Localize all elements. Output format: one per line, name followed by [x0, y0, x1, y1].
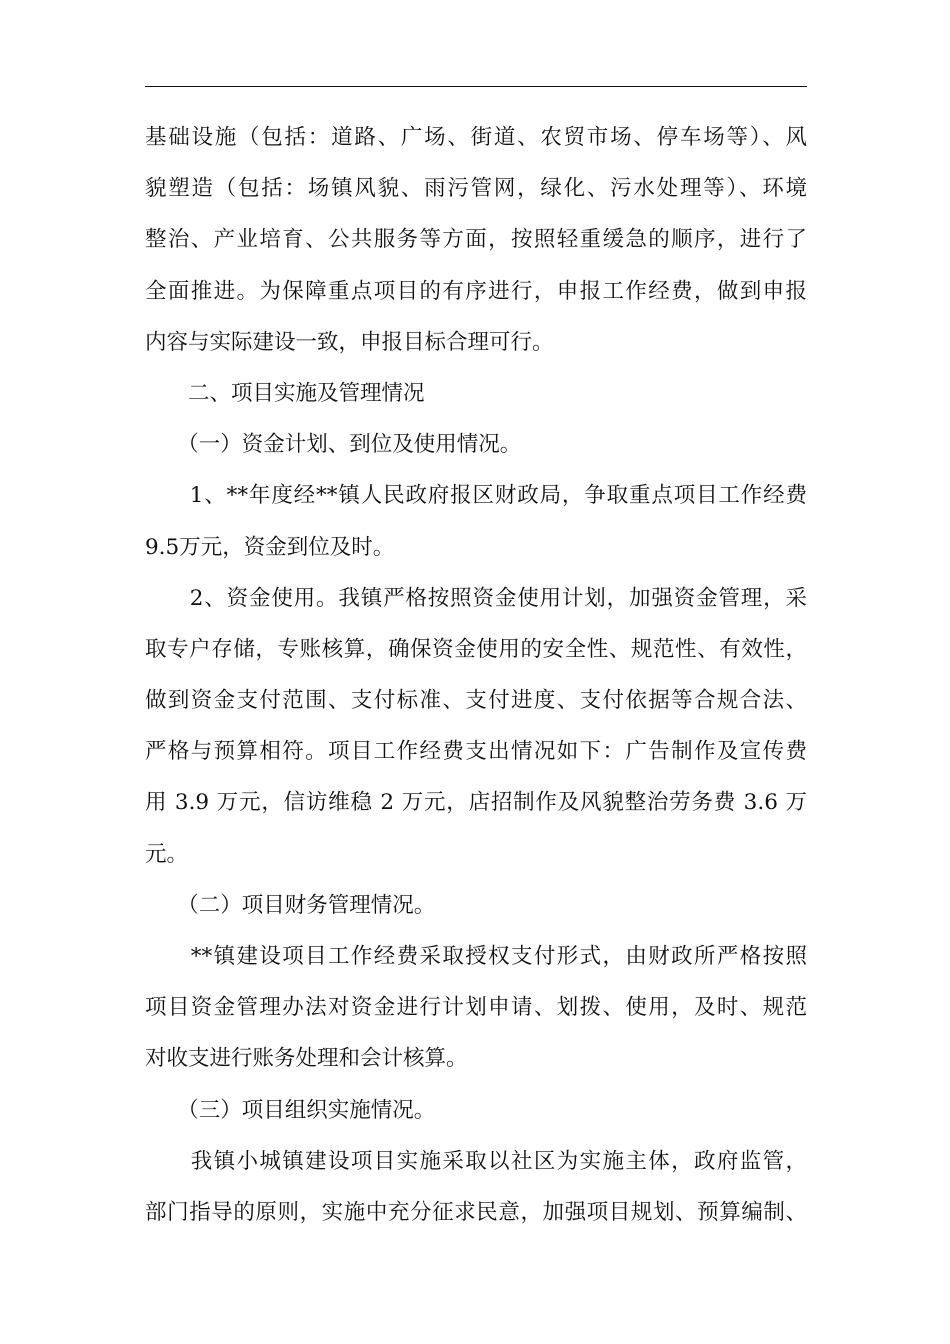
text-line: 整治、产业培育、公共服务等方面，按照轻重缓急的顺序，进行了: [145, 227, 807, 253]
text-line: 项目资金管理办法对资金进行计划申请、划拨、使用，及时、规范: [145, 995, 807, 1021]
text-line: 基础设施（包括：道路、广场、街道、农贸市场、停车场等）、风: [145, 125, 807, 150]
header-rule: [145, 86, 807, 87]
text-line: 我镇小城镇建设项目实施采取以社区为实施主体，政府监管，: [145, 1148, 807, 1174]
text-line: 貌塑造（包括：场镇风貌、雨污管网，绿化、污水处理等）、环境: [145, 176, 807, 202]
text-line: 元。: [145, 841, 189, 867]
section-heading: 二、项目实施及管理情况: [145, 380, 425, 406]
subsection-heading: （一）资金计划、到位及使用情况。: [145, 432, 522, 458]
subsection-heading: （三）项目组织实施情况。: [145, 1097, 436, 1123]
text-line: 内容与实际建设一致，申报目标合理可行。: [145, 329, 554, 355]
text-line: 严格与预算相符。项目工作经费支出情况如下：广告制作及宣传费: [145, 739, 807, 765]
subsection-heading: （二）项目财务管理情况。: [145, 892, 436, 918]
text-line: 1、**年度经**镇人民政府报区财政局，争取重点项目工作经费: [145, 483, 807, 509]
document-body: [145, 112, 807, 1238]
text-line: 对收支进行账务处理和会计核算。: [145, 1046, 468, 1072]
text-line: 取专户存储，专账核算，确保资金使用的安全性、规范性、有效性，: [145, 636, 807, 662]
text-line: **镇建设项目工作经费采取授权支付形式，由财政所严格按照: [145, 944, 807, 969]
text-line: 部门指导的原则，实施中充分征求民意，加强项目规划、预算编制、: [145, 1199, 807, 1225]
text-line: 2、资金使用。我镇严格按照资金使用计划，加强资金管理，采: [145, 585, 807, 611]
text-line: 做到资金支付范围、支付标准、支付进度、支付依据等合规合法、: [145, 688, 807, 714]
text-line: 9.5万元，资金到位及时。: [145, 534, 395, 560]
text-line: 用 3.9 万元，信访维稳 2 万元，店招制作及风貌整治劳务费 3.6 万: [145, 790, 807, 816]
text-line: 全面推进。为保障重点项目的有序进行，申报工作经费，做到申报: [145, 278, 807, 304]
